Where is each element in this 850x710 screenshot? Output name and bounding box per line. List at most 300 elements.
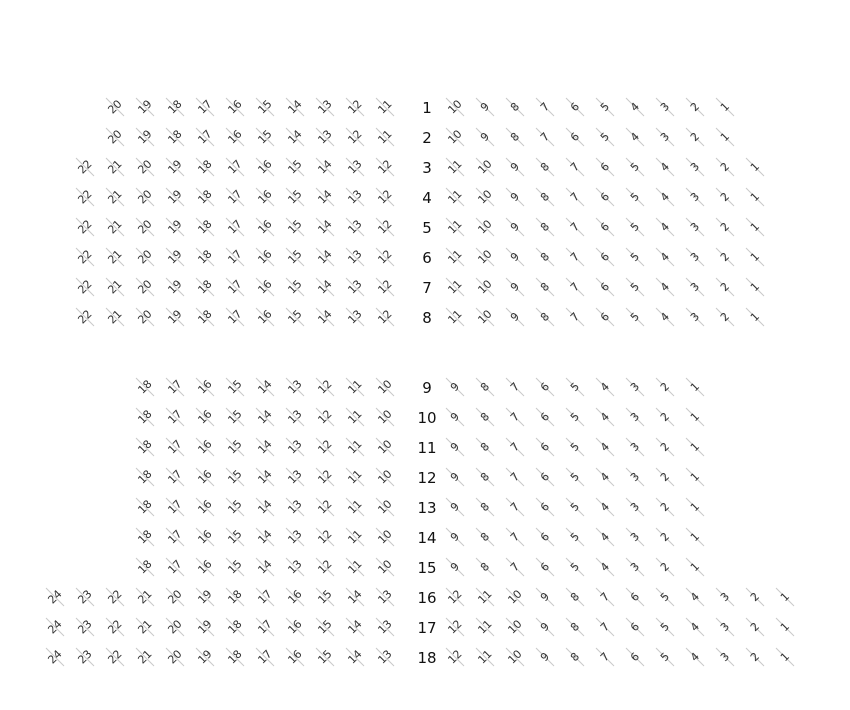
seat[interactable] — [746, 218, 764, 236]
seat[interactable] — [446, 438, 464, 456]
seat[interactable] — [536, 308, 554, 326]
seat[interactable] — [285, 217, 304, 236]
seat[interactable] — [195, 217, 214, 236]
seat[interactable] — [285, 127, 304, 146]
seat[interactable] — [315, 647, 334, 666]
seat[interactable] — [75, 587, 94, 606]
seat[interactable] — [476, 498, 494, 516]
seat[interactable] — [315, 277, 334, 296]
seat[interactable] — [475, 307, 494, 326]
seat[interactable] — [716, 218, 734, 236]
seat[interactable] — [165, 497, 184, 516]
seat[interactable] — [476, 128, 494, 146]
seat[interactable] — [375, 497, 394, 516]
seat[interactable] — [596, 378, 614, 396]
seat[interactable] — [285, 157, 304, 176]
seat[interactable] — [656, 408, 674, 426]
seat[interactable] — [75, 217, 94, 236]
seat[interactable] — [536, 378, 554, 396]
seat[interactable] — [626, 648, 644, 666]
seat[interactable] — [716, 588, 734, 606]
seat[interactable] — [686, 648, 704, 666]
seat[interactable] — [566, 438, 584, 456]
seat[interactable] — [225, 497, 244, 516]
seat[interactable] — [686, 278, 704, 296]
seat[interactable] — [255, 497, 274, 516]
seat[interactable] — [195, 617, 214, 636]
seat[interactable] — [746, 308, 764, 326]
seat[interactable] — [165, 617, 184, 636]
seat[interactable] — [75, 157, 94, 176]
seat[interactable] — [596, 468, 614, 486]
seat[interactable] — [225, 527, 244, 546]
seat[interactable] — [596, 98, 614, 116]
seat[interactable] — [566, 218, 584, 236]
seat[interactable] — [285, 277, 304, 296]
seat[interactable] — [686, 218, 704, 236]
seat[interactable] — [225, 127, 244, 146]
seat[interactable] — [566, 528, 584, 546]
seat[interactable] — [686, 158, 704, 176]
seat[interactable] — [285, 527, 304, 546]
seat[interactable] — [626, 218, 644, 236]
seat[interactable] — [506, 528, 524, 546]
seat[interactable] — [135, 527, 154, 546]
seat[interactable] — [746, 248, 764, 266]
seat[interactable] — [135, 157, 154, 176]
seat[interactable] — [375, 97, 394, 116]
seat[interactable] — [225, 247, 244, 266]
seat[interactable] — [255, 647, 274, 666]
seat[interactable] — [656, 98, 674, 116]
seat[interactable] — [315, 307, 334, 326]
seat[interactable] — [596, 438, 614, 456]
seat[interactable] — [135, 247, 154, 266]
seat[interactable] — [75, 617, 94, 636]
seat[interactable] — [686, 498, 704, 516]
seat[interactable] — [686, 408, 704, 426]
seat[interactable] — [135, 127, 154, 146]
seat[interactable] — [375, 437, 394, 456]
seat[interactable] — [105, 97, 124, 116]
seat[interactable] — [566, 558, 584, 576]
seat[interactable] — [285, 187, 304, 206]
seat[interactable] — [536, 218, 554, 236]
seat[interactable] — [656, 158, 674, 176]
seat[interactable] — [445, 307, 464, 326]
seat[interactable] — [446, 408, 464, 426]
seat[interactable] — [716, 248, 734, 266]
seat[interactable] — [225, 407, 244, 426]
seat[interactable] — [375, 557, 394, 576]
seat[interactable] — [285, 497, 304, 516]
seat[interactable] — [255, 217, 274, 236]
seat[interactable] — [476, 378, 494, 396]
seat[interactable] — [626, 248, 644, 266]
seat[interactable] — [686, 468, 704, 486]
seat[interactable] — [626, 528, 644, 546]
seat[interactable] — [656, 278, 674, 296]
seat[interactable] — [315, 127, 334, 146]
seat[interactable] — [195, 187, 214, 206]
seat[interactable] — [686, 438, 704, 456]
seat[interactable] — [255, 587, 274, 606]
seat[interactable] — [195, 157, 214, 176]
seat[interactable] — [255, 187, 274, 206]
seat[interactable] — [505, 647, 524, 666]
seat[interactable] — [445, 617, 464, 636]
seat[interactable] — [375, 467, 394, 486]
seat[interactable] — [375, 407, 394, 426]
seat[interactable] — [776, 618, 794, 636]
seat[interactable] — [506, 308, 524, 326]
seat[interactable] — [746, 648, 764, 666]
seat[interactable] — [195, 377, 214, 396]
seat[interactable] — [656, 218, 674, 236]
seat[interactable] — [345, 277, 364, 296]
seat[interactable] — [165, 247, 184, 266]
seat[interactable] — [345, 467, 364, 486]
seat[interactable] — [105, 307, 124, 326]
seat[interactable] — [315, 377, 334, 396]
seat[interactable] — [225, 467, 244, 486]
seat[interactable] — [255, 157, 274, 176]
seat[interactable] — [656, 558, 674, 576]
seat[interactable] — [626, 468, 644, 486]
seat[interactable] — [566, 128, 584, 146]
seat[interactable] — [536, 158, 554, 176]
seat[interactable] — [506, 438, 524, 456]
seat[interactable] — [505, 617, 524, 636]
seat[interactable] — [686, 618, 704, 636]
seat[interactable] — [345, 587, 364, 606]
seat[interactable] — [195, 307, 214, 326]
seat[interactable] — [285, 557, 304, 576]
seat[interactable] — [285, 307, 304, 326]
seat[interactable] — [285, 97, 304, 116]
seat[interactable] — [165, 307, 184, 326]
seat[interactable] — [656, 528, 674, 546]
seat[interactable] — [626, 278, 644, 296]
seat[interactable] — [105, 247, 124, 266]
seat[interactable] — [375, 647, 394, 666]
seat[interactable] — [716, 158, 734, 176]
seat[interactable] — [716, 98, 734, 116]
seat[interactable] — [686, 128, 704, 146]
seat[interactable] — [255, 407, 274, 426]
seat[interactable] — [135, 217, 154, 236]
seat[interactable] — [255, 127, 274, 146]
seat[interactable] — [345, 407, 364, 426]
seat[interactable] — [596, 528, 614, 546]
seat[interactable] — [686, 248, 704, 266]
seat[interactable] — [225, 277, 244, 296]
seat[interactable] — [105, 647, 124, 666]
seat[interactable] — [536, 498, 554, 516]
seat[interactable] — [475, 157, 494, 176]
seat[interactable] — [345, 127, 364, 146]
seat[interactable] — [135, 617, 154, 636]
seat[interactable] — [596, 618, 614, 636]
seat[interactable] — [315, 407, 334, 426]
seat[interactable] — [596, 278, 614, 296]
seat[interactable] — [746, 188, 764, 206]
seat[interactable] — [716, 188, 734, 206]
seat[interactable] — [686, 188, 704, 206]
seat[interactable] — [345, 527, 364, 546]
seat[interactable] — [536, 648, 554, 666]
seat[interactable] — [596, 128, 614, 146]
seat[interactable] — [255, 377, 274, 396]
seat[interactable] — [506, 558, 524, 576]
seat[interactable] — [566, 408, 584, 426]
seat[interactable] — [45, 647, 64, 666]
seat[interactable] — [626, 438, 644, 456]
seat[interactable] — [536, 188, 554, 206]
seat[interactable] — [475, 217, 494, 236]
seat[interactable] — [596, 188, 614, 206]
seat[interactable] — [75, 307, 94, 326]
seat[interactable] — [255, 527, 274, 546]
seat[interactable] — [105, 187, 124, 206]
seat[interactable] — [285, 437, 304, 456]
seat[interactable] — [255, 557, 274, 576]
seat[interactable] — [255, 467, 274, 486]
seat[interactable] — [476, 558, 494, 576]
seat[interactable] — [566, 158, 584, 176]
seat[interactable] — [626, 378, 644, 396]
seat[interactable] — [656, 438, 674, 456]
seat[interactable] — [566, 308, 584, 326]
seat[interactable] — [105, 157, 124, 176]
seat[interactable] — [315, 187, 334, 206]
seat[interactable] — [195, 97, 214, 116]
seat[interactable] — [315, 497, 334, 516]
seat[interactable] — [626, 188, 644, 206]
seat[interactable] — [656, 308, 674, 326]
seat[interactable] — [475, 277, 494, 296]
seat[interactable] — [475, 587, 494, 606]
seat[interactable] — [445, 127, 464, 146]
seat[interactable] — [45, 617, 64, 636]
seat[interactable] — [135, 97, 154, 116]
seat[interactable] — [165, 157, 184, 176]
seat[interactable] — [686, 588, 704, 606]
seat[interactable] — [195, 527, 214, 546]
seat[interactable] — [506, 248, 524, 266]
seat[interactable] — [135, 557, 154, 576]
seat[interactable] — [165, 97, 184, 116]
seat[interactable] — [536, 248, 554, 266]
seat[interactable] — [445, 217, 464, 236]
seat[interactable] — [45, 587, 64, 606]
seat[interactable] — [345, 497, 364, 516]
seat[interactable] — [656, 588, 674, 606]
seat[interactable] — [345, 377, 364, 396]
seat[interactable] — [445, 587, 464, 606]
seat[interactable] — [656, 618, 674, 636]
seat[interactable] — [75, 187, 94, 206]
seat[interactable] — [165, 557, 184, 576]
seat[interactable] — [596, 158, 614, 176]
seat[interactable] — [285, 467, 304, 486]
seat[interactable] — [255, 617, 274, 636]
seat[interactable] — [135, 277, 154, 296]
seat[interactable] — [375, 377, 394, 396]
seat[interactable] — [506, 158, 524, 176]
seat[interactable] — [345, 617, 364, 636]
seat[interactable] — [536, 528, 554, 546]
seat[interactable] — [105, 617, 124, 636]
seat[interactable] — [225, 187, 244, 206]
seat[interactable] — [225, 647, 244, 666]
seat[interactable] — [75, 277, 94, 296]
seat[interactable] — [626, 618, 644, 636]
seat[interactable] — [446, 498, 464, 516]
seat[interactable] — [446, 528, 464, 546]
seat[interactable] — [165, 587, 184, 606]
seat[interactable] — [225, 377, 244, 396]
seat[interactable] — [255, 247, 274, 266]
seat[interactable] — [315, 217, 334, 236]
seat[interactable] — [315, 587, 334, 606]
seat[interactable] — [626, 128, 644, 146]
seat[interactable] — [135, 497, 154, 516]
seat[interactable] — [135, 467, 154, 486]
seat[interactable] — [135, 647, 154, 666]
seat[interactable] — [315, 557, 334, 576]
seat[interactable] — [255, 277, 274, 296]
seat[interactable] — [135, 587, 154, 606]
seat[interactable] — [536, 588, 554, 606]
seat[interactable] — [195, 557, 214, 576]
seat[interactable] — [656, 468, 674, 486]
seat[interactable] — [375, 217, 394, 236]
seat[interactable] — [315, 97, 334, 116]
seat[interactable] — [375, 617, 394, 636]
seat[interactable] — [566, 378, 584, 396]
seat[interactable] — [375, 157, 394, 176]
seat[interactable] — [165, 217, 184, 236]
seat[interactable] — [596, 498, 614, 516]
seat[interactable] — [225, 97, 244, 116]
seat[interactable] — [285, 407, 304, 426]
seat[interactable] — [345, 187, 364, 206]
seat[interactable] — [285, 647, 304, 666]
seat[interactable] — [445, 187, 464, 206]
seat[interactable] — [165, 187, 184, 206]
seat[interactable] — [716, 128, 734, 146]
seat[interactable] — [285, 247, 304, 266]
seat[interactable] — [506, 98, 524, 116]
seat[interactable] — [596, 248, 614, 266]
seat[interactable] — [566, 588, 584, 606]
seat[interactable] — [445, 157, 464, 176]
seat[interactable] — [315, 437, 334, 456]
seat[interactable] — [255, 307, 274, 326]
seat[interactable] — [105, 587, 124, 606]
seat[interactable] — [776, 588, 794, 606]
seat[interactable] — [285, 377, 304, 396]
seat[interactable] — [596, 648, 614, 666]
seat[interactable] — [225, 617, 244, 636]
seat[interactable] — [536, 438, 554, 456]
seat[interactable] — [375, 307, 394, 326]
seat[interactable] — [566, 498, 584, 516]
seat[interactable] — [225, 307, 244, 326]
seat[interactable] — [686, 378, 704, 396]
seat[interactable] — [135, 437, 154, 456]
seat[interactable] — [656, 378, 674, 396]
seat[interactable] — [746, 618, 764, 636]
seat[interactable] — [195, 647, 214, 666]
seat[interactable] — [596, 218, 614, 236]
seat[interactable] — [195, 587, 214, 606]
seat[interactable] — [315, 527, 334, 546]
seat[interactable] — [165, 527, 184, 546]
seat[interactable] — [445, 97, 464, 116]
seat[interactable] — [596, 588, 614, 606]
seat[interactable] — [285, 587, 304, 606]
seat[interactable] — [626, 98, 644, 116]
seat[interactable] — [165, 277, 184, 296]
seat[interactable] — [506, 278, 524, 296]
seat[interactable] — [476, 408, 494, 426]
seat[interactable] — [105, 127, 124, 146]
seat[interactable] — [506, 378, 524, 396]
seat[interactable] — [375, 587, 394, 606]
seat[interactable] — [716, 278, 734, 296]
seat[interactable] — [225, 217, 244, 236]
seat[interactable] — [135, 407, 154, 426]
seat[interactable] — [165, 407, 184, 426]
seat[interactable] — [566, 618, 584, 636]
seat[interactable] — [566, 248, 584, 266]
seat[interactable] — [165, 127, 184, 146]
seat[interactable] — [536, 98, 554, 116]
seat[interactable] — [225, 157, 244, 176]
seat[interactable] — [345, 97, 364, 116]
seat[interactable] — [345, 307, 364, 326]
seat[interactable] — [135, 307, 154, 326]
seat[interactable] — [255, 437, 274, 456]
seat[interactable] — [375, 187, 394, 206]
seat[interactable] — [75, 247, 94, 266]
seat[interactable] — [475, 247, 494, 266]
seat[interactable] — [446, 468, 464, 486]
seat[interactable] — [536, 128, 554, 146]
seat[interactable] — [165, 377, 184, 396]
seat[interactable] — [375, 247, 394, 266]
seat[interactable] — [165, 467, 184, 486]
seat[interactable] — [626, 308, 644, 326]
seat[interactable] — [475, 187, 494, 206]
seat[interactable] — [506, 498, 524, 516]
seat[interactable] — [476, 468, 494, 486]
seat[interactable] — [165, 647, 184, 666]
seat[interactable] — [345, 647, 364, 666]
seat[interactable] — [686, 308, 704, 326]
seat[interactable] — [285, 617, 304, 636]
seat[interactable] — [626, 498, 644, 516]
seat[interactable] — [445, 247, 464, 266]
seat[interactable] — [315, 617, 334, 636]
seat[interactable] — [195, 127, 214, 146]
seat[interactable] — [716, 618, 734, 636]
seat[interactable] — [315, 157, 334, 176]
seat[interactable] — [195, 437, 214, 456]
seat[interactable] — [195, 497, 214, 516]
